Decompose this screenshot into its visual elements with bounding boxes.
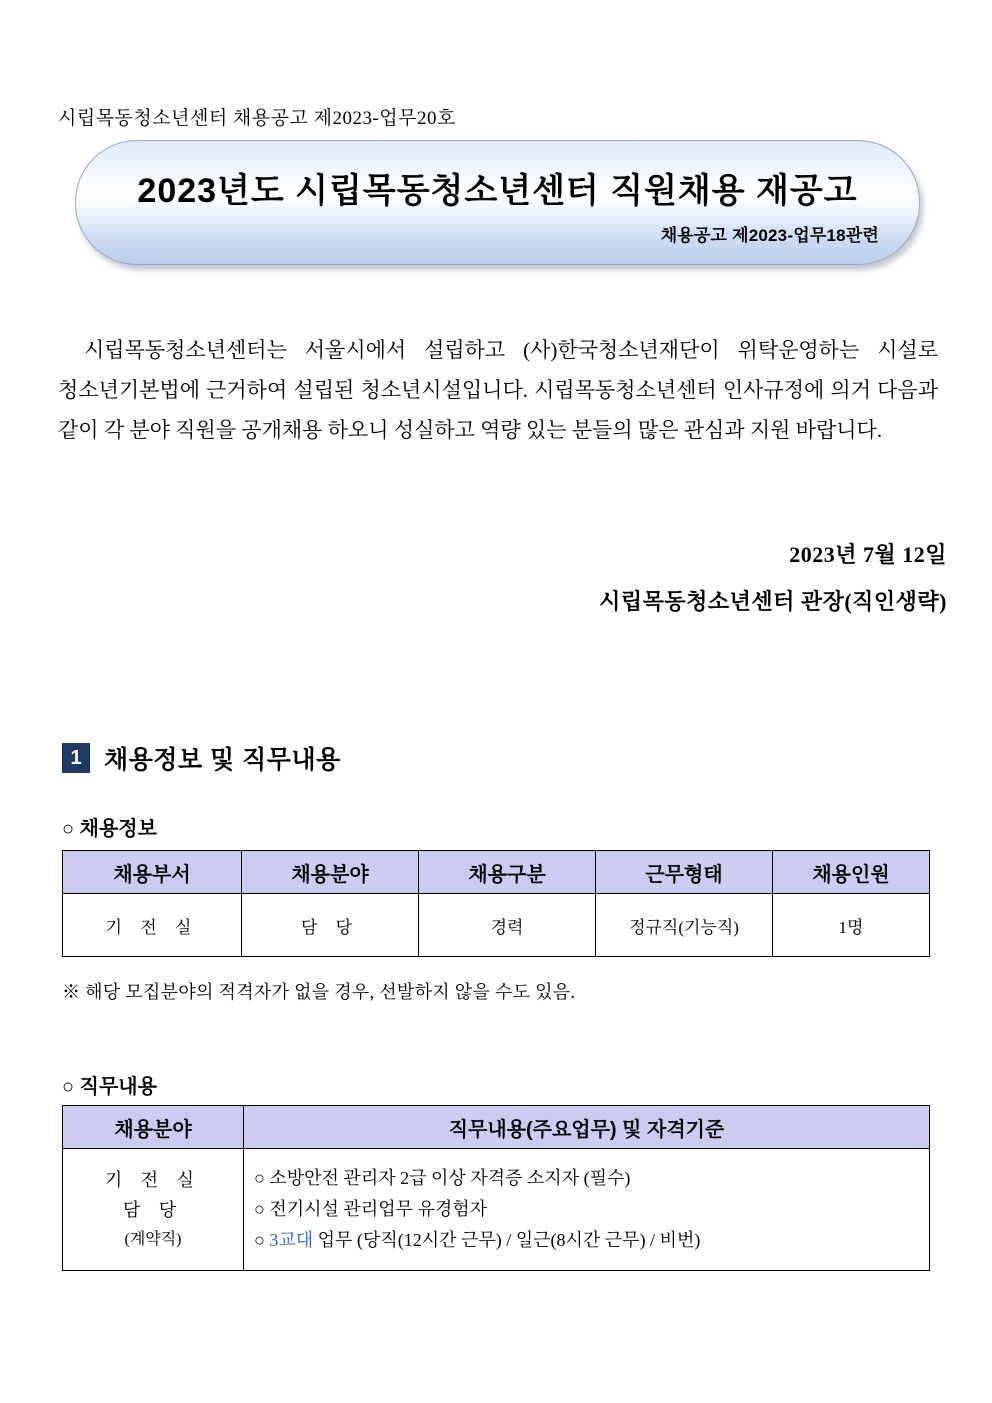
title-banner [75, 140, 920, 265]
cell-duty-content [244, 1149, 930, 1271]
cell-type: 경력 [419, 894, 596, 957]
recruit-info-table [62, 850, 930, 957]
bullet-icon: ○ [254, 1168, 265, 1188]
cell-headcount: 1명 [773, 894, 930, 957]
duty-item [254, 1163, 919, 1194]
cell-field: 담 당 [242, 894, 419, 957]
bullet-icon: ○ [254, 1230, 265, 1250]
duty-item-text: 전기시설 관리업무 유경험자 [269, 1199, 488, 1219]
col-work-form: 근무형태 [596, 851, 773, 894]
col-duty-field: 채용분야 [63, 1106, 244, 1149]
document-number: 시립목동청소년센터 채용공고 제2023-업무20호 [58, 108, 456, 129]
table-header-row [63, 851, 930, 894]
duty-item [254, 1225, 919, 1256]
recruit-note: ※ 해당 모집분야의 적격자가 없을 경우, 선발하지 않을 수도 있음. [62, 982, 576, 1002]
duty-field-line3: (계약직) [124, 1230, 182, 1248]
signature-date: 2023년 7월 12일 [789, 542, 947, 567]
bullet-icon: ○ [254, 1199, 265, 1219]
duty-item-highlight: 3교대 [269, 1230, 314, 1250]
section-number: 1 [62, 743, 90, 773]
table-header-row [63, 1106, 930, 1149]
subheading-job-description: ○ 직무내용 [62, 1076, 157, 1098]
title-subnote: 채용공고 제2023-업무18관련 [660, 226, 879, 245]
duty-field-line2: 담 당 [122, 1199, 184, 1220]
col-type: 채용구분 [419, 851, 596, 894]
section-heading [62, 740, 341, 776]
section-title: 채용정보 및 직무내용 [104, 746, 341, 774]
cell-work-form: 정규직(기능직) [596, 894, 773, 957]
col-department: 채용부서 [63, 851, 242, 894]
duty-field-line1: 기 전 실 [104, 1169, 202, 1190]
table-row [63, 1149, 930, 1271]
col-duty-content: 직무내용(주요업무) 및 자격기준 [244, 1106, 930, 1149]
intro-paragraph: 시립목동청소년센터는 서울시에서 설립하고 (사)한국청소년재단이 위탁운영하는 시설로 청소년기본법에 근거하여 설립된 청소년시설입니다. 시립목동청소년센터 인사규정에 의거 다음과 같이 각 분야 직원을 공개채용 하오니 성실하고 역량 있는 분들의 많은 관심과 지원 바랍니다. [58, 338, 938, 442]
col-field: 채용분야 [242, 851, 419, 894]
col-headcount: 채용인원 [773, 851, 930, 894]
subheading-recruit-info: ○ 채용정보 [62, 818, 157, 840]
duty-item [254, 1194, 919, 1225]
table-row [63, 894, 930, 957]
cell-duty-field [63, 1149, 244, 1271]
duty-item-text: 업무 (당직(12시간 근무) / 일근(8시간 근무) / 비번) [313, 1230, 701, 1250]
job-description-table [62, 1105, 930, 1271]
signature-organization: 시립목동청소년센터 관장(직인생략) [599, 589, 947, 614]
duty-item-text: 소방안전 관리자 2급 이상 자격증 소지자 (필수) [269, 1168, 631, 1188]
cell-department: 기 전 실 [63, 894, 242, 957]
page-title: 2023년도 시립목동청소년센터 직원채용 재공고 [137, 172, 858, 210]
